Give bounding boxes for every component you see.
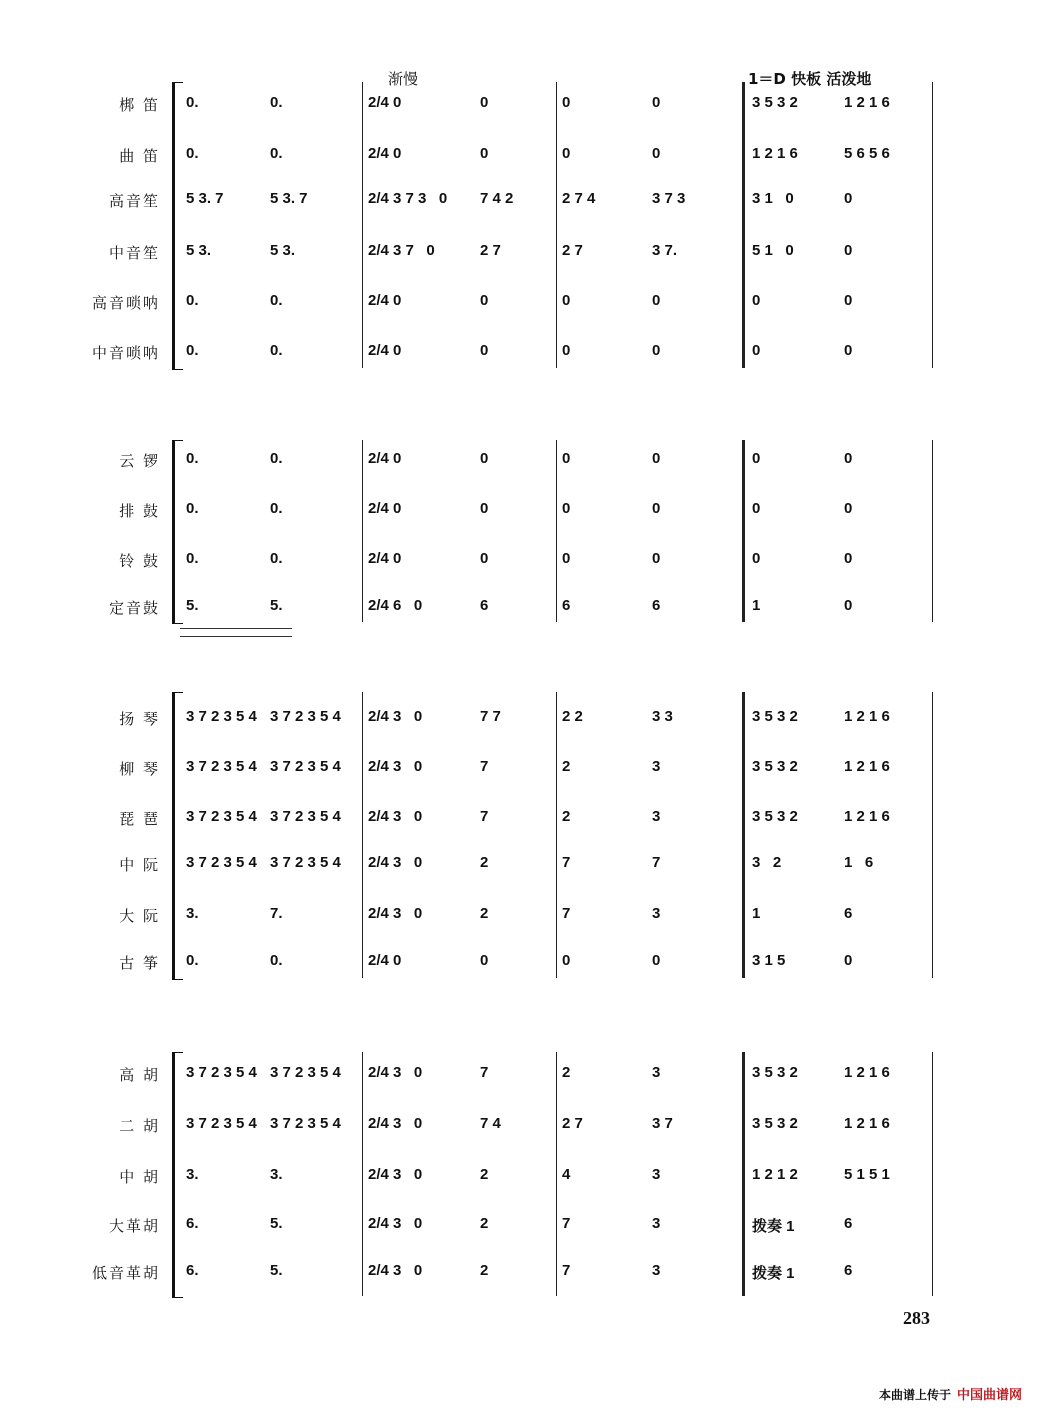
note-cell: 1 2 1 6 (844, 94, 890, 111)
note-cell: 0. (270, 500, 283, 517)
note-cell: 1 (752, 597, 761, 614)
note-cell: 2 (480, 1215, 489, 1232)
note-cell: 0 (844, 500, 853, 517)
footer (879, 1384, 1022, 1403)
note-cell: 0 (844, 550, 853, 567)
note-cell: 1 2 1 2 (752, 1166, 798, 1183)
note-cell: 7 (480, 808, 489, 825)
note-cell: 7 (480, 758, 489, 775)
note-cell: 0 (752, 500, 761, 517)
note-cell: 0 (562, 145, 571, 162)
instrument-label: 扬 琴 (119, 710, 160, 728)
note-cell: 5 6 5 6 (844, 145, 890, 162)
note-cell: 0 (652, 292, 661, 309)
note-cell: 0 (844, 242, 853, 259)
note-cell: 5 1 5 1 (844, 1166, 890, 1183)
note-cell: 2 (480, 854, 489, 871)
note-cell: 3 (652, 1215, 661, 1232)
note-cell: 0 (844, 292, 853, 309)
note-cell: 0. (270, 292, 283, 309)
note-cell: 5. (270, 597, 283, 614)
note-cell: 0. (270, 145, 283, 162)
note-cell: 7. (270, 905, 283, 922)
note-cell: 3 7 2 3 5 4 (270, 854, 341, 871)
note-cell: 3. (186, 1166, 199, 1183)
note-cell: 0 (752, 292, 761, 309)
note-cell: 0 (562, 500, 571, 517)
note-cell: 6 (844, 905, 853, 922)
note-cell: 2 7 (480, 242, 501, 259)
note-cell: 2/4 0 (368, 952, 402, 969)
note-cell: 0 (844, 952, 853, 969)
note-cell: 0 (480, 94, 489, 111)
note-cell: 6 (844, 1262, 853, 1279)
note-cell: 2 7 4 (562, 190, 596, 207)
note-cell: 5 3. (186, 242, 212, 259)
instrument-label: 铃 鼓 (119, 552, 160, 570)
system-brace (172, 440, 183, 624)
bar-line (742, 440, 745, 622)
key-tempo-mark: 1＝D 快板 活泼地 (748, 70, 872, 88)
note-cell: 0 (480, 550, 489, 567)
note-cell: 3 (652, 1166, 661, 1183)
note-cell: 0 (752, 550, 761, 567)
note-cell: 7 (480, 1064, 489, 1081)
note-cell: 3 7 2 3 5 4 (270, 758, 341, 775)
instrument-label: 高音唢呐 (91, 294, 160, 312)
note-cell: 3 7 2 3 5 4 (186, 808, 257, 825)
instrument-label: 云 锣 (119, 452, 160, 470)
note-cell: 1 2 1 6 (844, 758, 890, 775)
note-cell: 0. (270, 94, 283, 111)
note-cell: 0 (480, 952, 489, 969)
note-cell: 3 3 (652, 708, 673, 725)
note-cell: 0. (186, 450, 199, 467)
note-cell: 3 (652, 758, 661, 775)
note-cell: 2 2 (562, 708, 583, 725)
note-cell: 3 (652, 905, 661, 922)
bar-line (362, 82, 363, 368)
note-cell: 6. (186, 1215, 199, 1232)
instrument-label: 中音笙 (108, 244, 160, 262)
note-cell: 0 (652, 500, 661, 517)
note-cell: 2/4 0 (368, 500, 402, 517)
note-cell: 2 7 (562, 242, 583, 259)
note-cell: 3. (270, 1166, 283, 1183)
note-cell: 0 (652, 342, 661, 359)
note-cell: 3 7 2 3 5 4 (270, 808, 341, 825)
note-cell: 1 2 1 6 (844, 1115, 890, 1132)
note-cell: 3 5 3 2 (752, 758, 798, 775)
footer-site: 中国曲谱网 (956, 1388, 1022, 1403)
note-cell: 3 7 2 3 5 4 (186, 708, 257, 725)
note-cell: 0. (186, 145, 199, 162)
note-cell: 3 7 2 3 5 4 (186, 854, 257, 871)
tempo-mark: 渐慢 (388, 70, 419, 88)
note-cell: 6. (186, 1262, 199, 1279)
bar-line (932, 692, 933, 978)
note-cell: 7 (562, 1262, 571, 1279)
note-cell: 2/4 3 0 (368, 1262, 423, 1279)
note-cell: 3 5 3 2 (752, 1064, 798, 1081)
instrument-label: 琵 琶 (119, 810, 160, 828)
note-cell: 3 7. (652, 242, 678, 259)
bar-line (556, 82, 557, 368)
note-cell: 2/4 3 0 (368, 1115, 423, 1132)
instrument-label: 古 筝 (119, 954, 160, 972)
note-cell: 3 7 2 3 5 4 (186, 758, 257, 775)
note-cell: 3 7 2 3 5 4 (270, 1064, 341, 1081)
note-cell: 2 (480, 1262, 489, 1279)
bar-line (932, 1052, 933, 1296)
note-cell: 3 7 2 3 5 4 (270, 708, 341, 725)
note-cell: 7 7 (480, 708, 501, 725)
note-cell: 7 (562, 1215, 571, 1232)
instrument-label: 低音革胡 (91, 1264, 160, 1282)
note-cell: 2/4 0 (368, 94, 402, 111)
note-cell: 0. (186, 342, 199, 359)
note-cell: 0 (752, 342, 761, 359)
note-cell: 2/4 0 (368, 342, 402, 359)
note-cell: 0 (652, 952, 661, 969)
note-cell: 0. (186, 94, 199, 111)
note-cell: 4 (562, 1166, 571, 1183)
note-cell: 2 (480, 905, 489, 922)
note-cell: 0 (652, 145, 661, 162)
instrument-label: 二 胡 (119, 1117, 160, 1135)
note-cell: 0 (480, 292, 489, 309)
instrument-label: 大革胡 (108, 1217, 160, 1235)
note-cell: 1 2 1 6 (844, 808, 890, 825)
note-cell: 2/4 3 0 (368, 854, 423, 871)
note-cell: 3 (652, 1262, 661, 1279)
instrument-label: 中音唢呐 (91, 344, 160, 362)
note-cell: 0 (562, 952, 571, 969)
note-cell: 0 (652, 94, 661, 111)
note-cell: 2/4 6 0 (368, 597, 423, 614)
note-cell: 2/4 0 (368, 550, 402, 567)
note-cell: 7 (652, 854, 661, 871)
note-cell: 2/4 3 0 (368, 905, 423, 922)
bar-line (742, 82, 745, 368)
note-cell: 1 2 1 6 (844, 708, 890, 725)
note-cell: 2/4 0 (368, 145, 402, 162)
note-cell: 2/4 3 0 (368, 758, 423, 775)
note-cell: 2/4 3 0 (368, 1064, 423, 1081)
note-cell: 7 (562, 905, 571, 922)
instrument-label: 定音鼓 (108, 599, 160, 617)
note-cell: 2/4 3 0 (368, 708, 423, 725)
note-cell: 7 4 2 (480, 190, 514, 207)
instrument-label: 曲 笛 (119, 147, 160, 165)
note-cell: 2 (562, 1064, 571, 1081)
note-cell: 6 (652, 597, 661, 614)
note-cell: 0 (562, 342, 571, 359)
instrument-label: 排 鼓 (119, 502, 160, 520)
note-cell: 2/4 0 (368, 292, 402, 309)
note-cell: 3 7 2 3 5 4 (186, 1064, 257, 1081)
bar-line (362, 692, 363, 978)
note-cell: 0 (562, 550, 571, 567)
instrument-label: 梆 笛 (119, 96, 160, 114)
note-cell: 0 (844, 342, 853, 359)
note-cell: 拨奏 1 (752, 1218, 795, 1235)
instrument-label: 大 阮 (119, 907, 160, 925)
note-cell: 0 (480, 342, 489, 359)
footer-text: 本曲谱上传于 (878, 1388, 951, 1402)
note-cell: 0. (270, 342, 283, 359)
note-cell: 0. (270, 952, 283, 969)
system-brace (172, 1052, 183, 1298)
bar-line (556, 440, 557, 622)
separator-line (180, 628, 292, 629)
note-cell: 2/4 3 7 3 0 (368, 190, 448, 207)
note-cell: 3 7 3 (652, 190, 686, 207)
note-cell: 2 (562, 758, 571, 775)
note-cell: 3 2 (752, 854, 782, 871)
note-cell: 1 2 1 6 (844, 1064, 890, 1081)
system-brace (172, 692, 183, 980)
bar-line (932, 82, 933, 368)
bar-line (932, 440, 933, 622)
bar-line (556, 692, 557, 978)
note-cell: 0. (270, 450, 283, 467)
note-cell: 3 5 3 2 (752, 808, 798, 825)
bar-line (556, 1052, 557, 1296)
note-cell: 拨奏 1 (752, 1265, 795, 1282)
bar-line (742, 692, 745, 978)
note-cell: 3. (186, 905, 199, 922)
note-cell: 2/4 3 7 0 (368, 242, 435, 259)
note-cell: 7 4 (480, 1115, 501, 1132)
note-cell: 0. (186, 292, 199, 309)
note-cell: 0 (480, 145, 489, 162)
note-cell: 5. (186, 597, 199, 614)
instrument-label: 高音笙 (108, 192, 160, 210)
note-cell: 5 3. 7 (186, 190, 224, 207)
note-cell: 0. (186, 952, 199, 969)
note-cell: 0 (752, 450, 761, 467)
note-cell: 5. (270, 1215, 283, 1232)
note-cell: 2/4 0 (368, 450, 402, 467)
page-number: 283 (903, 1308, 930, 1328)
note-cell: 0 (562, 94, 571, 111)
note-cell: 0 (562, 292, 571, 309)
note-cell: 0 (480, 500, 489, 517)
note-cell: 2/4 3 0 (368, 1215, 423, 1232)
note-cell: 1 (752, 905, 761, 922)
note-cell: 2/4 3 0 (368, 808, 423, 825)
note-cell: 0. (186, 500, 199, 517)
note-cell: 0 (844, 190, 853, 207)
note-cell: 0 (844, 450, 853, 467)
note-cell: 5 1 0 (752, 242, 794, 259)
note-cell: 6 (480, 597, 489, 614)
note-cell: 0 (844, 597, 853, 614)
note-cell: 0. (186, 550, 199, 567)
system-brace (172, 82, 183, 370)
note-cell: 3 7 (652, 1115, 673, 1132)
instrument-label: 中 胡 (119, 1168, 160, 1186)
note-cell: 5 3. 7 (270, 190, 308, 207)
note-cell: 3 1 5 (752, 952, 786, 969)
bar-line (742, 1052, 745, 1296)
note-cell: 7 (562, 854, 571, 871)
note-cell: 3 7 2 3 5 4 (186, 1115, 257, 1132)
note-cell: 2 (480, 1166, 489, 1183)
bar-line (362, 440, 363, 622)
note-cell: 6 (562, 597, 571, 614)
note-cell: 3 1 0 (752, 190, 794, 207)
note-cell: 0. (270, 550, 283, 567)
instrument-label: 高 胡 (119, 1066, 160, 1084)
note-cell: 5 3. (270, 242, 296, 259)
note-cell: 0 (652, 450, 661, 467)
note-cell: 3 7 2 3 5 4 (270, 1115, 341, 1132)
note-cell: 3 5 3 2 (752, 1115, 798, 1132)
note-cell: 1 6 (844, 854, 874, 871)
instrument-label: 柳 琴 (119, 760, 160, 778)
instrument-label: 中 阮 (119, 856, 160, 874)
note-cell: 6 (844, 1215, 853, 1232)
note-cell: 0 (562, 450, 571, 467)
note-cell: 3 5 3 2 (752, 94, 798, 111)
note-cell: 0 (652, 550, 661, 567)
note-cell: 2/4 3 0 (368, 1166, 423, 1183)
bar-line (362, 1052, 363, 1296)
note-cell: 2 7 (562, 1115, 583, 1132)
note-cell: 3 5 3 2 (752, 708, 798, 725)
note-cell: 2 (562, 808, 571, 825)
separator-line (180, 636, 292, 637)
note-cell: 3 (652, 808, 661, 825)
note-cell: 3 (652, 1064, 661, 1081)
note-cell: 0 (480, 450, 489, 467)
note-cell: 1 2 1 6 (752, 145, 798, 162)
note-cell: 5. (270, 1262, 283, 1279)
